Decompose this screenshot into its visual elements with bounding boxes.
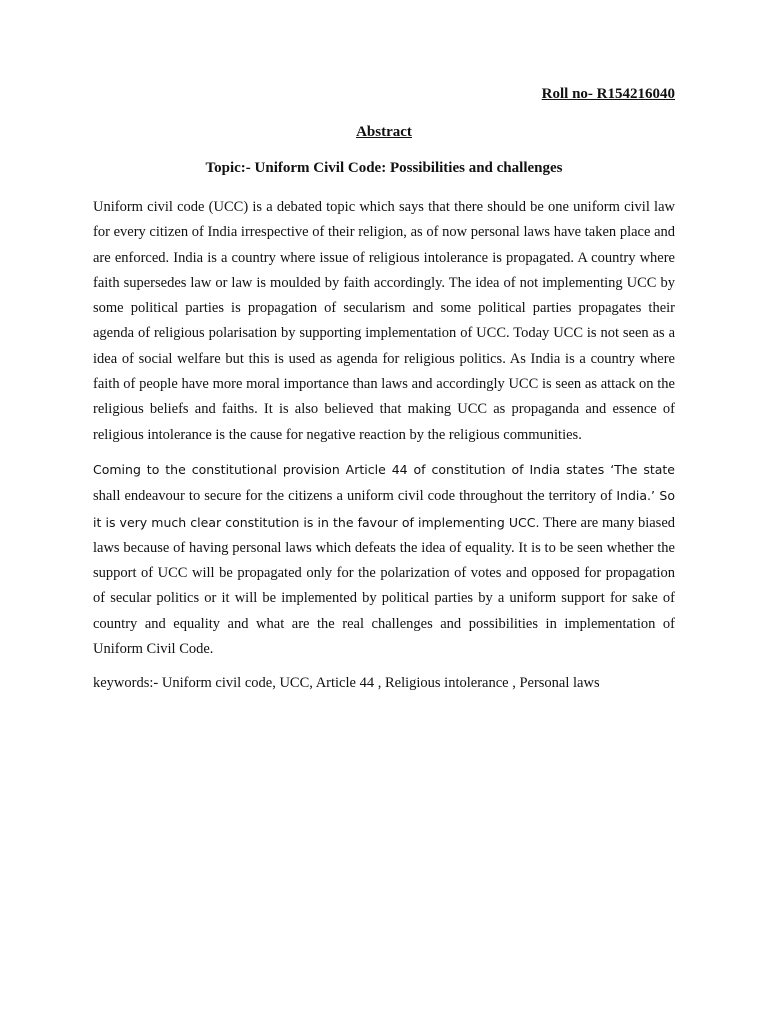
- abstract-heading: Abstract: [356, 124, 412, 140]
- topic-title: Topic:- Uniform Civil Code: Possibilities and challenges: [205, 160, 563, 176]
- paragraph-1: Uniform civil code (UCC) is a debated topic which says that there should be one uniform civil law for every citizen of India irrespective of their religion, as of now personal laws have taken place and are enforced. India is a country where issue of religious intolerance is propagated. A country where faith supersedes law or law is moulded by faith accordingly. The idea of not implementing UCC by some political parties is propagation of secularism and some political parties propagates their agenda of religious polarisation by supporting implementation of UCC. Today UCC is not seen as a idea of social welfare but this is used as agenda for religious politics. As India is a country where faith of people have more moral importance than laws and accordingly UCC is seen as attack on the religious beliefs and faiths. It is also believed that making UCC as propaganda and essence of religious intolerance is the cause for negative reaction by the religious communities.: [93, 199, 675, 443]
- paragraph-2-lead-b: India.’ So it is very much clear constitution is in the favour of implementing UCC.: [93, 488, 676, 530]
- keywords-line: keywords:- Uniform civil code, UCC, Article 44 , Religious intolerance , Personal laws: [93, 675, 600, 692]
- abstract-body: [93, 195, 675, 697]
- paragraph-2: [93, 457, 675, 662]
- paragraph-2-mid: shall endeavour to secure for the citizens a uniform civil code throughout the territory of: [93, 488, 613, 505]
- paragraph-2-lead-a: Coming to the constitutional provision Article 44 of constitution of India states ‘The state: [93, 461, 675, 477]
- paragraph-2-rest: There are many biased laws because of having personal laws which defeats the idea of equality. It is to be seen whether the support of UCC will be propagated only for the polarization of votes and opposed for propagation of secular politics or it will be implemented by political parties by a uniform support for sake of country and equality and what are the real challenges and possibilities in implementation of Uniform Civil Code.: [93, 514, 676, 658]
- roll-number: Roll no- R154216040: [541, 86, 675, 102]
